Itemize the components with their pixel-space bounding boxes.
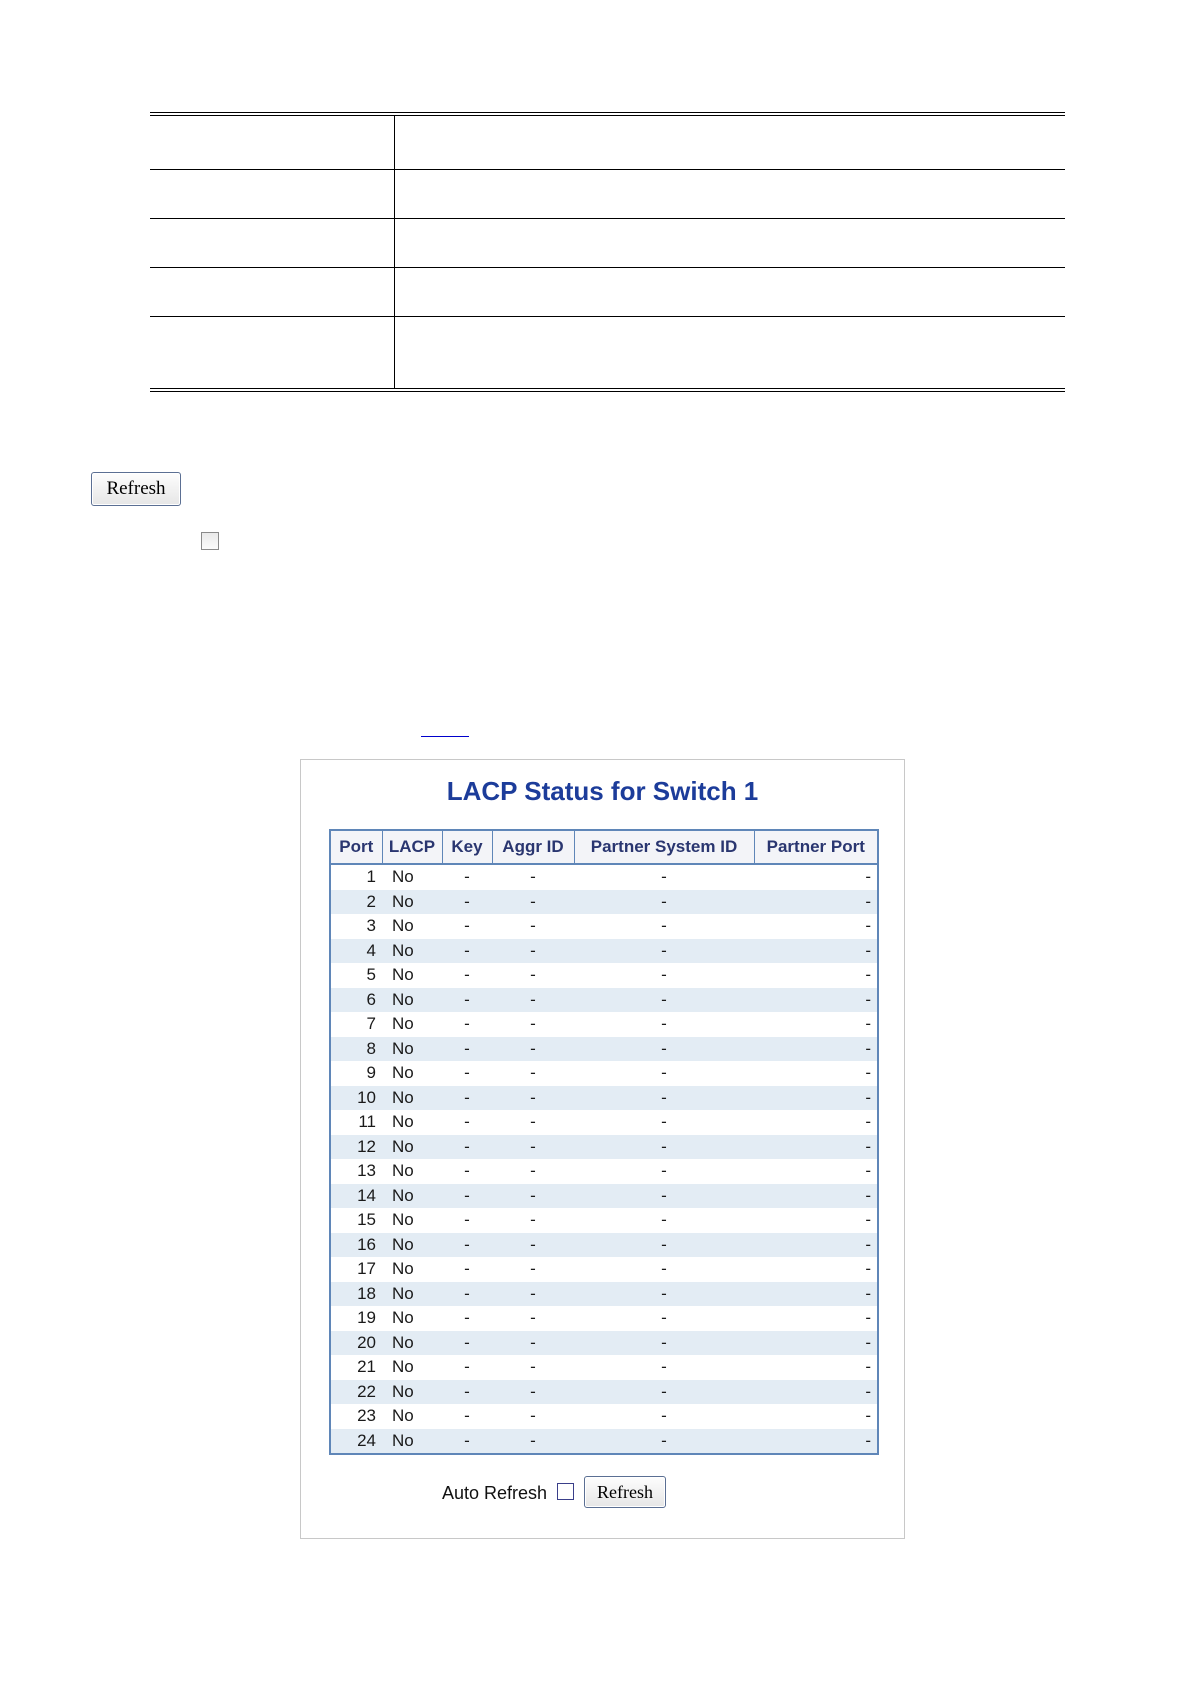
partner-system-id-cell: - <box>574 1135 754 1160</box>
lacp-cell: No <box>382 1037 442 1062</box>
key-cell: - <box>442 1184 492 1209</box>
partner-system-id-cell: - <box>574 1184 754 1209</box>
aggr-id-cell: - <box>530 1406 536 1426</box>
key-cell: - <box>464 916 470 936</box>
table-row <box>330 864 878 890</box>
aggr-id-cell: - <box>530 1210 536 1230</box>
lacp-cell: No <box>382 1086 442 1111</box>
table-row <box>330 890 878 915</box>
key-cell: - <box>464 1161 470 1181</box>
lacp-cell: No <box>392 1063 414 1083</box>
aggr-id-cell: - <box>492 1331 574 1356</box>
table-row <box>330 1306 878 1331</box>
table-row <box>330 1110 878 1135</box>
description-row <box>150 316 1065 388</box>
lacp-cell: No <box>392 1406 414 1426</box>
table-row <box>330 1331 878 1356</box>
partner-system-id-cell: - <box>574 1380 754 1405</box>
port-cell: 13 <box>357 1161 376 1181</box>
partner-system-id-cell: - <box>661 1014 667 1034</box>
description-row <box>150 169 1065 219</box>
partner-system-id-cell: - <box>661 1259 667 1279</box>
partner-port-cell: - <box>865 1161 871 1181</box>
partner-port-cell: - <box>754 1135 878 1160</box>
key-cell: - <box>442 988 492 1013</box>
lacp-cell: No <box>392 1210 414 1230</box>
key-cell: - <box>464 965 470 985</box>
lacp-status-panel <box>300 759 905 1539</box>
key-cell: - <box>442 1380 492 1405</box>
port-cell: 2 <box>330 890 382 915</box>
table-row <box>330 1233 878 1258</box>
partner-system-id-cell: - <box>574 988 754 1013</box>
key-cell: - <box>464 1357 470 1377</box>
key-cell: - <box>442 939 492 964</box>
key-cell: - <box>464 1406 470 1426</box>
port-cell: 4 <box>330 939 382 964</box>
partner-port-cell: - <box>754 988 878 1013</box>
column-header-partner-system-id: Partner System ID <box>574 830 754 864</box>
partner-port-cell: - <box>865 1210 871 1230</box>
aggr-id-cell: - <box>530 1014 536 1034</box>
partner-system-id-cell: - <box>574 1233 754 1258</box>
key-cell: - <box>464 1112 470 1132</box>
partner-system-id-cell: - <box>574 1086 754 1111</box>
column-header-port: Port <box>330 830 382 864</box>
aggr-id-cell: - <box>492 939 574 964</box>
partner-system-id-cell: - <box>661 916 667 936</box>
lacp-cell: No <box>382 988 442 1013</box>
partner-system-id-cell: - <box>574 1331 754 1356</box>
aggr-id-cell: - <box>492 1429 574 1455</box>
port-cell: 5 <box>366 965 376 985</box>
partner-port-cell: - <box>754 1380 878 1405</box>
key-cell: - <box>464 1259 470 1279</box>
aggr-id-cell: - <box>492 1282 574 1307</box>
auto-refresh-checkbox[interactable] <box>201 532 219 550</box>
aggr-id-cell: - <box>492 1135 574 1160</box>
key-cell: - <box>464 1063 470 1083</box>
partner-port-cell: - <box>865 1308 871 1328</box>
key-cell: - <box>442 1282 492 1307</box>
table-row <box>330 1184 878 1209</box>
aggr-id-cell: - <box>492 1086 574 1111</box>
partner-system-id-cell: - <box>661 1357 667 1377</box>
aggr-id-cell: - <box>492 988 574 1013</box>
port-cell: 16 <box>330 1233 382 1258</box>
aggr-id-cell: - <box>530 1063 536 1083</box>
partner-port-cell: - <box>754 1184 878 1209</box>
port-cell: 14 <box>330 1184 382 1209</box>
port-cell: 8 <box>330 1037 382 1062</box>
partner-system-id-cell: - <box>661 1308 667 1328</box>
lacp-cell: No <box>392 1014 414 1034</box>
port-cell: 9 <box>366 1063 376 1083</box>
port-cell: 15 <box>357 1210 376 1230</box>
partner-port-cell: - <box>754 1429 878 1455</box>
port-cell: 22 <box>330 1380 382 1405</box>
lacp-cell: No <box>392 916 414 936</box>
partner-system-id-cell: - <box>661 1210 667 1230</box>
aggr-id-cell: - <box>530 1259 536 1279</box>
key-cell: - <box>442 1037 492 1062</box>
partner-system-id-cell: - <box>574 1037 754 1062</box>
key-cell: - <box>442 1086 492 1111</box>
partner-port-cell: - <box>754 890 878 915</box>
port-cell: 20 <box>330 1331 382 1356</box>
key-cell: - <box>464 1308 470 1328</box>
column-header-aggr-id: Aggr ID <box>492 830 574 864</box>
partner-port-cell: - <box>754 1086 878 1111</box>
port-cell: 21 <box>357 1357 376 1377</box>
partner-system-id-cell: - <box>661 965 667 985</box>
partner-system-id-cell: - <box>574 1282 754 1307</box>
partner-port-cell: - <box>754 1233 878 1258</box>
partner-system-id-cell: - <box>574 1429 754 1455</box>
port-cell: 18 <box>330 1282 382 1307</box>
port-cell: 11 <box>358 1112 376 1132</box>
lacp-cell: No <box>382 1135 442 1160</box>
partner-system-id-cell: - <box>574 939 754 964</box>
table-header-row <box>330 830 878 864</box>
lacp-cell: No <box>392 1259 414 1279</box>
lacp-cell: No <box>382 1429 442 1455</box>
key-cell: - <box>442 1429 492 1455</box>
partner-port-cell: - <box>754 1037 878 1062</box>
partner-port-cell: - <box>865 916 871 936</box>
lacp-cell: No <box>392 1357 414 1377</box>
lacp-cell: No <box>382 1233 442 1258</box>
partner-system-id-cell: - <box>661 1406 667 1426</box>
aggr-id-cell: - <box>492 1233 574 1258</box>
port-cell: 23 <box>357 1406 376 1426</box>
partner-system-id-cell: - <box>661 1161 667 1181</box>
aggr-id-cell: - <box>492 1184 574 1209</box>
lacp-cell: No <box>382 1282 442 1307</box>
table-row <box>330 939 878 964</box>
partner-port-cell: - <box>865 1063 871 1083</box>
table-row <box>330 1135 878 1160</box>
table-row <box>330 1282 878 1307</box>
description-row <box>150 267 1065 317</box>
table-row <box>330 1404 878 1429</box>
partner-port-cell: - <box>754 939 878 964</box>
lacp-cell: No <box>382 939 442 964</box>
key-cell: - <box>442 890 492 915</box>
lacp-cell: No <box>382 890 442 915</box>
table-row <box>330 1208 878 1233</box>
aggr-id-cell: - <box>530 1112 536 1132</box>
column-header-partner-port: Partner Port <box>754 830 878 864</box>
port-cell: 3 <box>366 916 376 936</box>
lacp-cell: No <box>382 1380 442 1405</box>
column-header-key: Key <box>442 830 492 864</box>
port-cell: 19 <box>357 1308 376 1328</box>
partner-port-cell: - <box>754 1282 878 1307</box>
table-row <box>330 1061 878 1086</box>
column-header-lacp: LACP <box>382 830 442 864</box>
key-cell: - <box>442 1233 492 1258</box>
partner-system-id-cell: - <box>661 1112 667 1132</box>
partner-port-cell: - <box>865 867 871 887</box>
key-cell: - <box>464 1014 470 1034</box>
table-row <box>330 914 878 939</box>
port-cell: 6 <box>330 988 382 1013</box>
table-row <box>330 1429 878 1455</box>
table-row <box>330 1257 878 1282</box>
partner-system-id-cell: - <box>661 1063 667 1083</box>
aggr-id-cell: - <box>492 1380 574 1405</box>
port-cell: 7 <box>366 1014 376 1034</box>
lacp-cell: No <box>392 1112 414 1132</box>
partner-port-cell: - <box>865 1112 871 1132</box>
table-row <box>330 1012 878 1037</box>
table-row <box>330 1159 878 1184</box>
partner-port-cell: - <box>865 965 871 985</box>
refresh-button[interactable]: Refresh <box>584 1476 666 1508</box>
aggr-id-cell: - <box>530 1161 536 1181</box>
aggr-id-cell: - <box>530 1357 536 1377</box>
partner-system-id-cell: - <box>661 867 667 887</box>
lacp-cell: No <box>392 1308 414 1328</box>
description-table <box>150 112 1065 392</box>
key-cell: - <box>464 1210 470 1230</box>
lacp-cell: No <box>392 1161 414 1181</box>
port-cell: 10 <box>330 1086 382 1111</box>
key-cell: - <box>442 1135 492 1160</box>
partner-system-id-cell: - <box>574 890 754 915</box>
hyperlink-underline[interactable] <box>421 736 469 737</box>
partner-port-cell: - <box>865 1259 871 1279</box>
table-row <box>330 963 878 988</box>
refresh-button[interactable]: Refresh <box>91 472 181 506</box>
lacp-cell: No <box>382 1184 442 1209</box>
key-cell: - <box>442 1331 492 1356</box>
description-row <box>150 218 1065 268</box>
partner-port-cell: - <box>865 1014 871 1034</box>
aggr-id-cell: - <box>530 867 536 887</box>
port-cell: 24 <box>330 1429 382 1455</box>
table-row <box>330 1380 878 1405</box>
table-row <box>330 988 878 1013</box>
aggr-id-cell: - <box>530 1308 536 1328</box>
lacp-cell: No <box>392 867 414 887</box>
lacp-status-table <box>329 829 879 1455</box>
page-title: LACP Status for Switch 1 <box>446 776 759 806</box>
port-cell: 1 <box>366 867 376 887</box>
description-row <box>150 116 1065 170</box>
table-row <box>330 1037 878 1062</box>
lacp-cell: No <box>392 965 414 985</box>
port-cell: 12 <box>330 1135 382 1160</box>
auto-refresh-checkbox[interactable] <box>557 1483 574 1500</box>
aggr-id-cell: - <box>492 890 574 915</box>
aggr-id-cell: - <box>530 965 536 985</box>
key-cell: - <box>464 867 470 887</box>
partner-port-cell: - <box>865 1406 871 1426</box>
port-cell: 17 <box>357 1259 376 1279</box>
table-row <box>330 1086 878 1111</box>
partner-port-cell: - <box>754 1331 878 1356</box>
lacp-cell: No <box>382 1331 442 1356</box>
auto-refresh-label: Auto Refresh <box>442 1483 548 1503</box>
aggr-id-cell: - <box>530 916 536 936</box>
aggr-id-cell: - <box>492 1037 574 1062</box>
table-row <box>330 1355 878 1380</box>
partner-port-cell: - <box>865 1357 871 1377</box>
